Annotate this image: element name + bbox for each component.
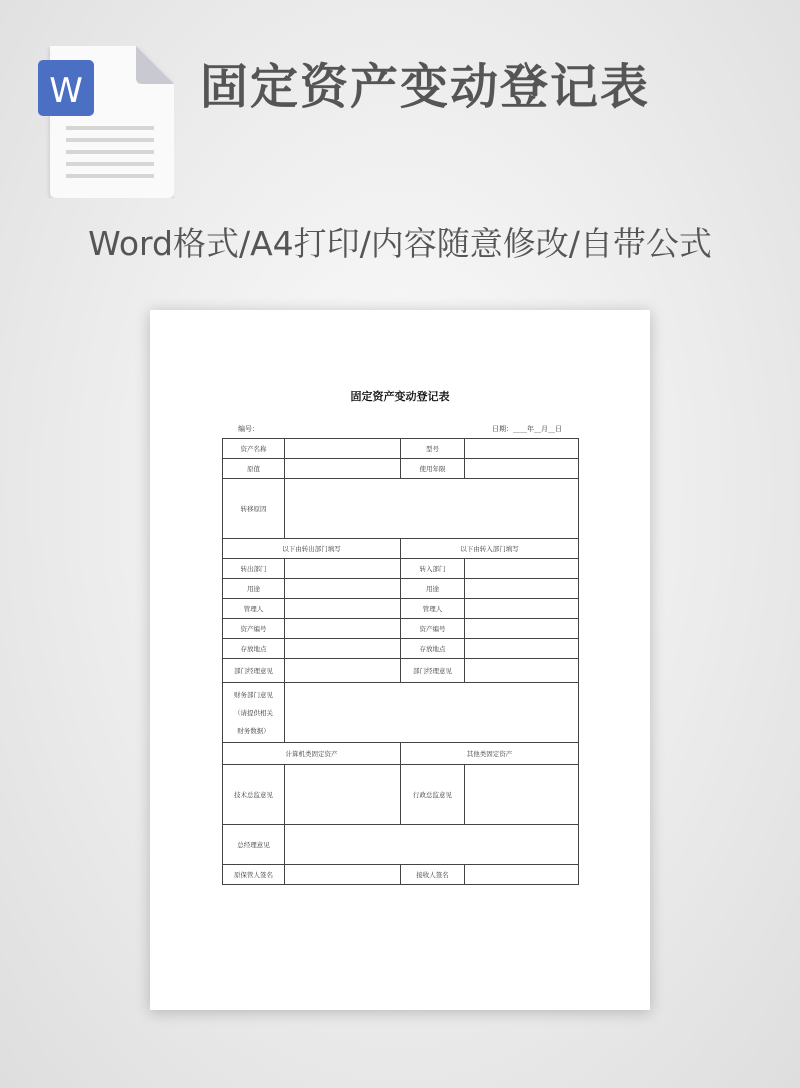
document-title: 固定资产变动登记表 [350, 390, 450, 403]
out-dept-section-header: 以下由转出部门填写 [223, 539, 401, 559]
asset-no-label-out: 资产编号 [223, 619, 285, 639]
computer-assets-header: 计算机类固定资产 [223, 743, 401, 765]
original-value-field[interactable] [285, 459, 401, 479]
location-field-out[interactable] [285, 639, 401, 659]
finance-opinion-label [223, 683, 285, 743]
asset-name-label: 资产名称 [223, 439, 285, 459]
out-dept-field[interactable] [285, 559, 401, 579]
manager-field-out[interactable] [285, 599, 401, 619]
custodian-sign-label: 原保管人签名 [223, 865, 285, 885]
model-field[interactable] [465, 439, 579, 459]
finance-opinion-field[interactable] [285, 683, 579, 743]
tech-director-field[interactable] [285, 765, 401, 825]
finance-label-line3: 财务数据） [237, 726, 270, 735]
asset-no-field-out[interactable] [285, 619, 401, 639]
location-field-in[interactable] [465, 639, 579, 659]
banner-title: 固定资产变动登记表 [200, 59, 651, 115]
usage-field-out[interactable] [285, 579, 401, 599]
gm-opinion-label: 总经理意见 [223, 825, 285, 865]
out-dept-label: 转出部门 [223, 559, 285, 579]
transfer-reason-label: 转移原因 [223, 479, 285, 539]
custodian-sign-field[interactable] [285, 865, 401, 885]
date-label: 日期：____年__月__日 [492, 425, 562, 433]
asset-no-field-in[interactable] [465, 619, 579, 639]
number-label: 编号： [238, 425, 259, 433]
manager-label-in: 管理人 [401, 599, 465, 619]
tech-director-label: 技术总监意见 [223, 765, 285, 825]
asset-no-label-in: 资产编号 [401, 619, 465, 639]
asset-change-form [222, 438, 579, 885]
dept-opinion-field-out[interactable] [285, 659, 401, 683]
receiver-sign-label: 接收人签名 [401, 865, 465, 885]
service-life-label: 使用年限 [401, 459, 465, 479]
admin-director-field[interactable] [465, 765, 579, 825]
finance-label-line1: 财务部门意见 [234, 690, 273, 699]
usage-label-in: 用途 [401, 579, 465, 599]
banner-subtitle: Word格式/A4打印/内容随意修改/自带公式 [88, 224, 712, 263]
in-dept-label: 转入部门 [401, 559, 465, 579]
word-file-icon [38, 46, 174, 198]
location-label-out: 存放地点 [223, 639, 285, 659]
location-label-in: 存放地点 [401, 639, 465, 659]
other-assets-header: 其他类固定资产 [401, 743, 579, 765]
admin-director-label: 行政总监意见 [401, 765, 465, 825]
asset-name-field[interactable] [285, 439, 401, 459]
service-life-field[interactable] [465, 459, 579, 479]
gm-opinion-field[interactable] [285, 825, 579, 865]
receiver-sign-field[interactable] [465, 865, 579, 885]
finance-label-line2: （请提供相关 [234, 708, 273, 717]
transfer-reason-field[interactable] [285, 479, 579, 539]
usage-label-out: 用途 [223, 579, 285, 599]
manager-field-in[interactable] [465, 599, 579, 619]
model-label: 型号 [401, 439, 465, 459]
in-dept-field[interactable] [465, 559, 579, 579]
manager-label-out: 管理人 [223, 599, 285, 619]
word-letter-icon: W [49, 71, 83, 111]
in-dept-section-header: 以下由转入部门填写 [401, 539, 579, 559]
dept-opinion-label-out: 部门经理意见 [223, 659, 285, 683]
document-page [150, 310, 650, 1010]
usage-field-in[interactable] [465, 579, 579, 599]
dept-opinion-field-in[interactable] [465, 659, 579, 683]
dept-opinion-label-in: 部门经理意见 [401, 659, 465, 683]
original-value-label: 原值 [223, 459, 285, 479]
